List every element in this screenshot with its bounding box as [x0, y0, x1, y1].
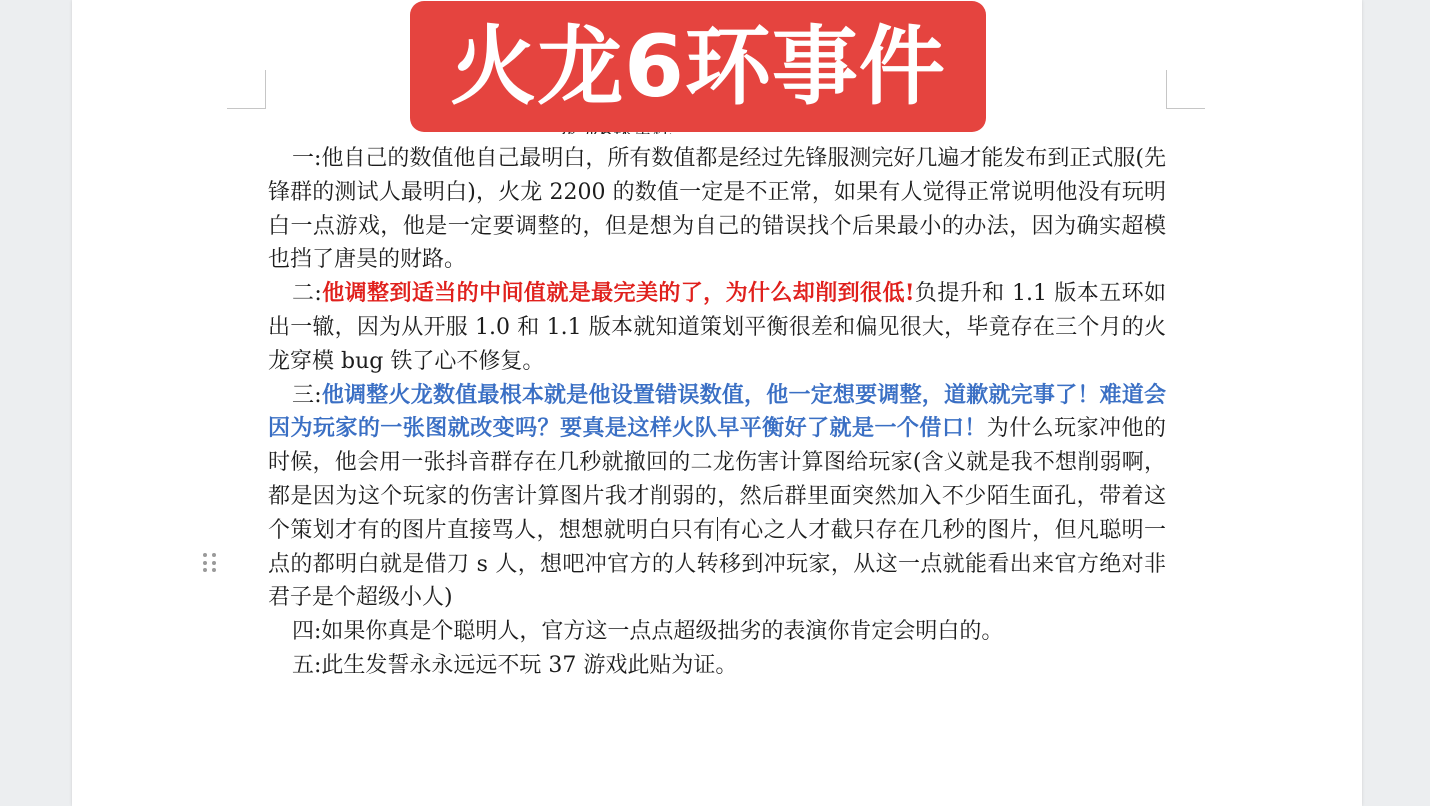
paragraph-3 [268, 379, 1166, 616]
paragraph-3-rest-b: 有心之人才截只存在几秒的图片，但凡聪明一点的都明白就是借刀 s 人，想吧冲官方的人转移到冲玩家，从这一点就能看出来官方绝对非君子是个超级小人) [268, 517, 1166, 611]
workspace-right-margin [1362, 0, 1430, 806]
drag-handle-icon[interactable] [203, 553, 217, 573]
workspace-left-margin [0, 0, 72, 806]
paragraph-3-highlight-blue: 他调整火龙数值最根本就是他设置错误数值，他一定想要调整，道歉就完事了！难道会因为玩家的一张图就改变吗？要真是这样火队早平衡好了就是一个借口！ [268, 381, 1166, 442]
paragraph-2-prefix: 二: [292, 281, 322, 307]
paragraph-2-highlight-red: 他调整到适当的中间值就是最完美的了，为什么却削到很低! [321, 280, 915, 307]
banner-title: 火龙6环事件 [450, 16, 946, 117]
paragraph-2 [268, 277, 1166, 378]
page-corner-marker-left [227, 70, 266, 109]
document-body[interactable] [268, 142, 1166, 683]
text-cursor [717, 517, 718, 541]
paragraph-5: 五:此生发誓永永远远不玩 37 游戏此贴为证。 [292, 652, 738, 678]
paragraph-4: 四:如果你真是个聪明人，官方这一点点超级拙劣的表演你肯定会明白的。 [292, 619, 1004, 645]
title-banner [410, 1, 986, 132]
paragraph-3-prefix: 三: [292, 382, 322, 408]
paragraph-2-rest: 负提升和 1.1 版本五环如出一辙，因为从开服 1.0 和 1.1 版本就知道策划平衡很差和偏见很大，毕竟存在三个月的火龙穿模 bug 铁了心不修复。 [268, 281, 1166, 374]
paragraph-1: 一:他自己的数值他自己最明白，所有数值都是经过先锋服测完好几遍才能发布到正式服(先锋群的测试人最明白)，火龙 2200 的数值一定是不正常，如果有人觉得正常说明他没有玩明白一点游戏，他是一定要调整的，但是想为自己的错误找个后果最小的办法，因为确实超模也挡了唐昊的财路。 [268, 146, 1166, 273]
paragraph-3-rest-a: 为什么玩家冲他的时候，他会用一张抖音群存在几秒就撤回的二龙伤害计算图给玩家(含义就是我不想削弱啊，都是因为这个玩家的伤害计算图片我才削弱的，然后群里面突然加入不少陌生面孔，带着这个策划才有的图片直接骂人，想想就明白只有 [268, 416, 1166, 543]
page-corner-marker-right [1166, 70, 1205, 109]
